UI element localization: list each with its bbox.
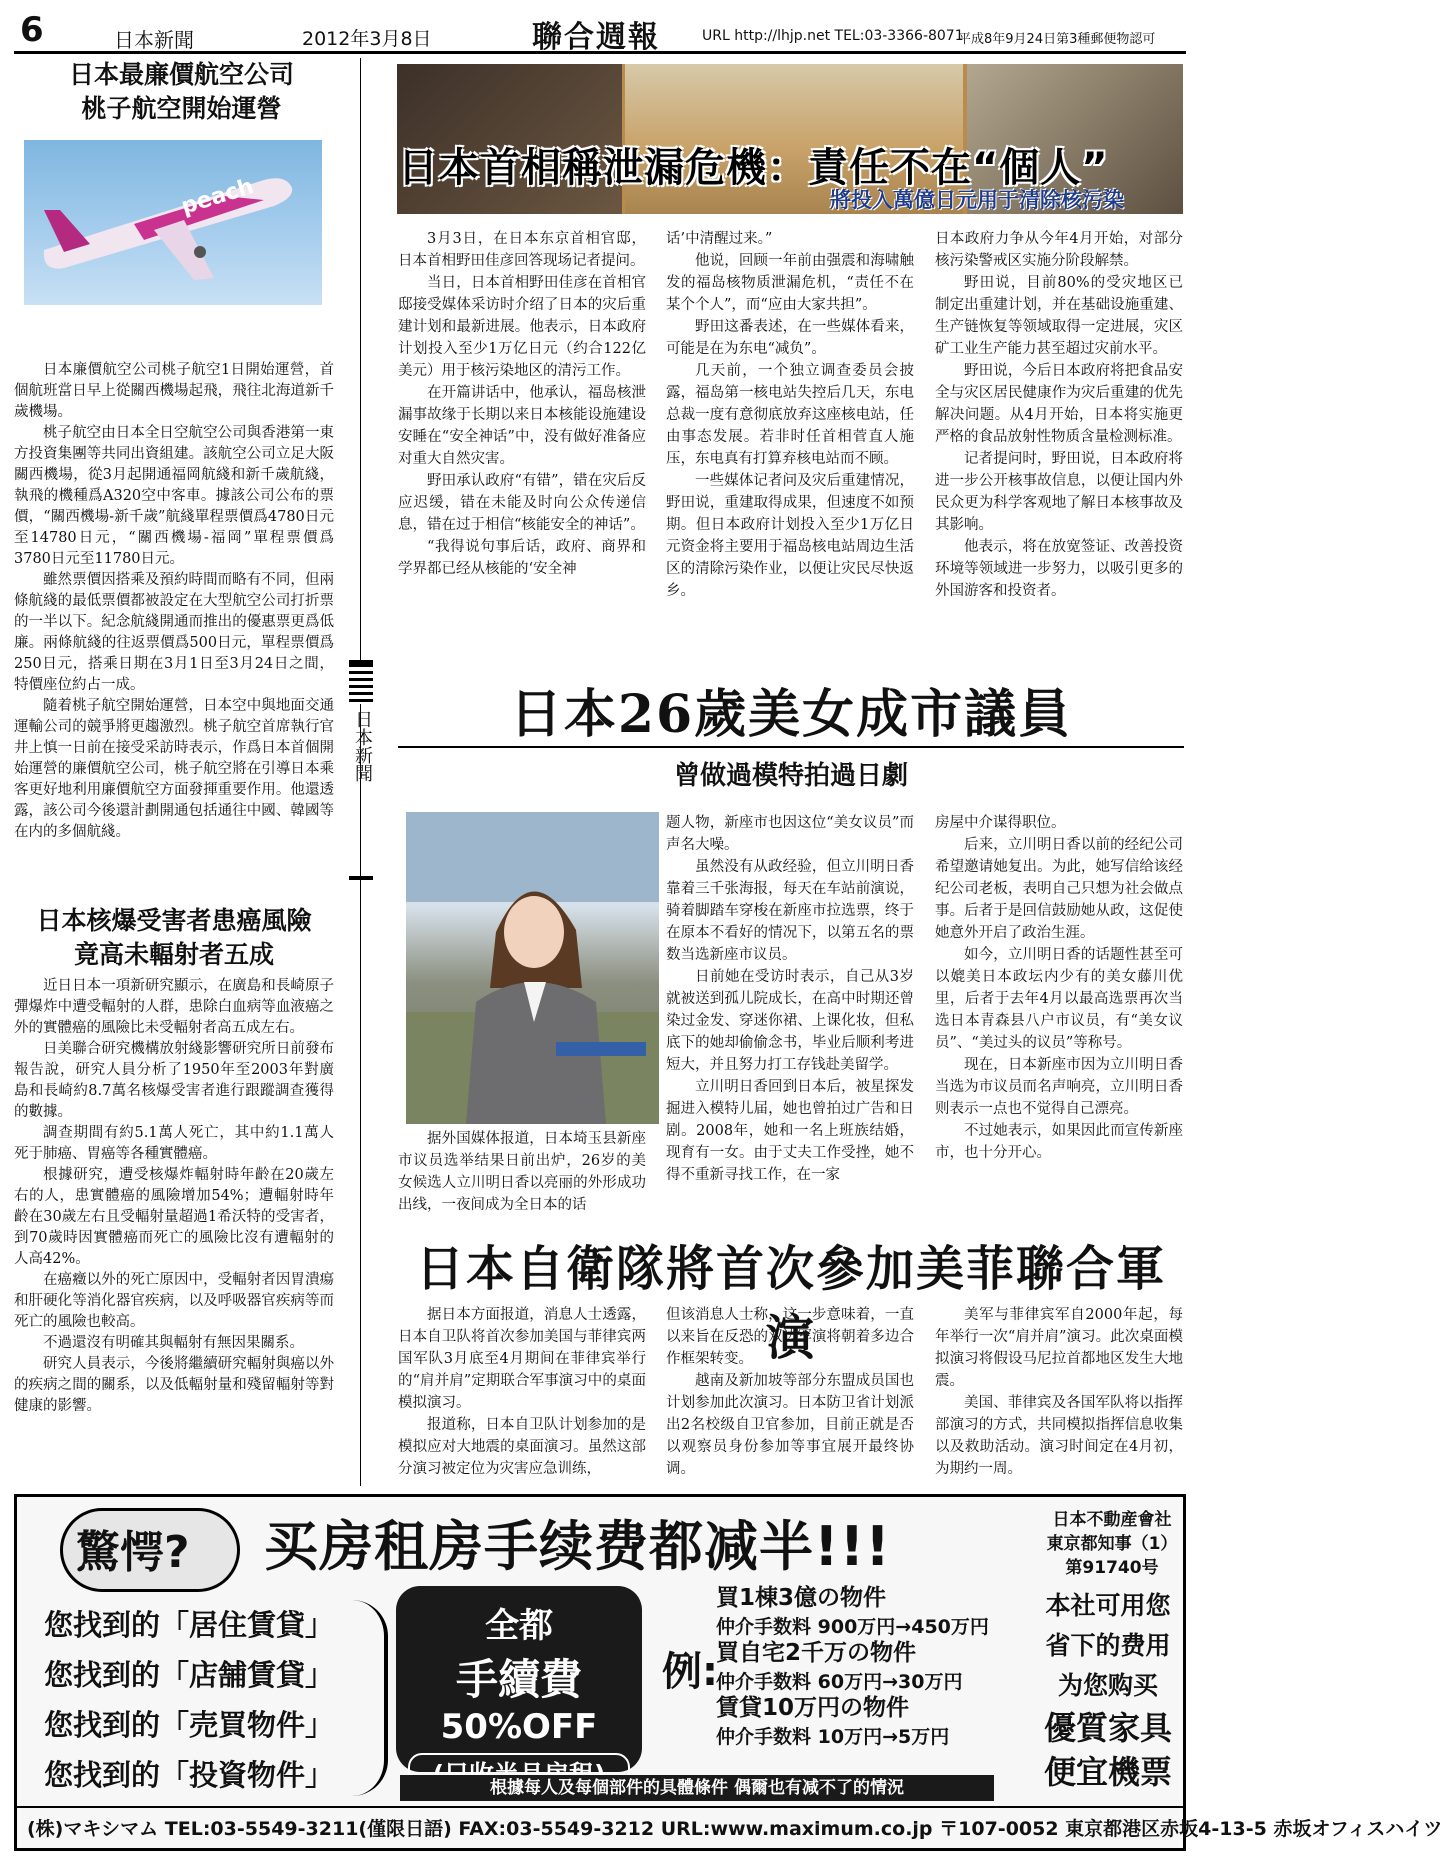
- ad-service-list: [44, 1600, 334, 1800]
- paragraph: 一些媒体记者问及灾后重建情况，野田说，重建取得成果，但速度不如预期。但日本政府计划投入至少1万亿日元资金将主要用于福岛核电站周边生活区的清除污染作业，以便让灾民尽快返乡。: [666, 473, 914, 599]
- ad-fee-value: 10万円→5万円: [817, 1726, 950, 1748]
- paragraph: 美军与菲律宾军自2000年起，每年举行一次“肩并肩”演习。此次桌面模拟演习将假设马尼拉首都地区发生大地震。: [935, 1307, 1183, 1389]
- ad-fee-value: 900万円→450万円: [817, 1616, 989, 1638]
- sdf-headline: 日本自衛隊將首次參加美菲聯合軍演: [415, 1241, 1166, 1366]
- ad-contact-footer: (株)マキシマム TEL:03-5549-3211(僅限日語) FAX:03-5549-3212 URL:www.maximum.co.jp 〒107-0052 東京都港区赤坂4-13-5 赤坂オフィスハイツ: [17, 1806, 1183, 1848]
- ad-side-line: 为您购买: [1057, 1671, 1158, 1700]
- ad-service-type: 「売買物件」: [160, 1708, 335, 1742]
- headline-peach-1: 日本最廉價航空公司: [68, 60, 294, 89]
- paragraph: 当日，日本首相野田佳彦在首相官邸接受媒体采访时介绍了日本的灾后重建计划和最新进展。他表示，日本政府计划投入至少1万亿日元（约合122亿美元）用于核污染地区的清污工作。: [398, 275, 646, 379]
- ad-discount-line: 全都: [485, 1606, 553, 1646]
- paragraph: 虽然没有从政经验，但立川明日香靠着三千张海报，每天在车站前演说，骑着脚踏车穿梭在新座市拉选票，终于在原本不看好的情况下，以第五名的票数当选新座市议员。: [666, 859, 914, 963]
- vertical-label-text: 日本新聞: [352, 710, 373, 782]
- paragraph: 調查期間有約5.1萬人死亡，其中約1.1萬人死于肺癌、胃癌等各種實體癌。: [14, 1125, 334, 1162]
- paragraph: 日本廉價航空公司桃子航空1日開始運營，首個航班當日早上從關西機場起飛，飛往北海道新千歲機場。: [14, 362, 334, 420]
- page-number: 6: [20, 10, 44, 50]
- contact-info: URL http://lhjp.net TEL:03-3366-8071: [702, 28, 964, 44]
- ad-side-panel: [1038, 1586, 1178, 1794]
- section-name: 日本新聞: [114, 28, 194, 52]
- paragraph: 立川明日香回到日本后，被星探发掘进入模特儿届，她也曾拍过广告和日剧。2008年，她和一名上班族结婚，现育有一女。由于丈夫工作受挫，她不得不重新寻找工作，在一家: [666, 1079, 914, 1183]
- paragraph: 日美聯合研究機構放射綫影響研究所日前發布報告說，研究人員分析了1950年至2003年對廣島和長崎約8.7萬名核爆受害者進行跟蹤調查獲得的數據。: [14, 1041, 334, 1120]
- paragraph: 记者提问时，野田说，日本政府将进一步公开核事故信息，以便让国内外民众更为科学客观地了解日本核事故及其影响。: [935, 451, 1183, 533]
- paragraph: 近日日本一項新研究顯示，在廣島和長崎原子彈爆炸中遭受輻射的人群，患除白血病等血液癌之外的實體癌的風險比未受輻射者高五成左右。: [14, 978, 334, 1036]
- paragraph: 越南及新加坡等部分东盟成员国也计划参加此次演习。日本防卫省计划派出2名校级自卫官参加，目前正就是否以观察员身份参加等事宜展开最终协调。: [666, 1373, 914, 1477]
- ad-example: [716, 1584, 1016, 1639]
- paragraph: 不過還沒有明確其與輻射有無因果關系。: [43, 1335, 304, 1351]
- ad-service-type: 「店舗賃貸」: [160, 1658, 335, 1692]
- ad-shock-text: 驚愕?: [76, 1527, 190, 1578]
- ad-fee-label: 仲介手数料: [716, 1726, 812, 1748]
- paragraph: 后来，立川明日香以前的经纪公司希望邀请她复出。为此，她写信给该经纪公司老板，表明自己只想为社会做点事。后者于是回信鼓励她从政，这促使她意外开启了政治生涯。: [935, 837, 1183, 941]
- divider: [398, 746, 1184, 748]
- ad-service-prefix: 您找到的: [44, 1608, 161, 1642]
- postal-registration: 平成8年9月24日第3種郵便物認可: [958, 32, 1156, 47]
- mayor-headline: 日本26歲美女成市議員: [509, 684, 1073, 745]
- page-header: [14, 10, 1186, 54]
- paragraph: 据日本方面报道，消息人士透露，日本自卫队将首次参加美国与菲律宾两国军队3月底至4月期间在菲律宾举行的“肩并肩”定期联合军事演习中的桌面模拟演习。: [398, 1307, 646, 1411]
- paragraph: 房屋中介谋得职位。: [935, 815, 1066, 831]
- ad-service-item: [44, 1750, 334, 1800]
- ad-headline: 买房租房手续费都减半!!!: [264, 1515, 891, 1578]
- ad-service-type: 「投資物件」: [160, 1758, 335, 1792]
- ad-side-offer: 優質家具: [1043, 1709, 1172, 1747]
- mayor-col-1: [398, 1128, 646, 1216]
- ad-fee-label: 仲介手数料: [716, 1616, 812, 1638]
- ad-discount-box: [396, 1586, 642, 1772]
- ad-company-line: 日本不動産會社: [1052, 1510, 1172, 1530]
- mayor-col-3: [935, 812, 1183, 1164]
- paragraph: 隨着桃子航空開始運營，日本空中與地面交通運輸公司的競爭將更趨激烈。桃子航空首席執行官井上慎一日前在接受采訪時表示，作爲日本首個開始運營的廉價航空公司，桃子航空將在引導日本乘客更好地利用廉價航空方面發揮重要作用。他還透露，該公司今後還計劃開通包括通往中國、韓國等在内的多個航綫。: [14, 698, 334, 840]
- paragraph: 几天前，一个独立调查委员会披露，福岛第一核电站失控后几天，东电总裁一度有意彻底放弃这座核电站，任由事态发展。若非时任首相菅直人施压，东电真有打算弃核电站而不顾。: [666, 363, 914, 467]
- paragraph: 如今，立川明日香的话题性甚至可以媲美日本政坛内少有的美女藤川优里，后者于去年4月以最高选票再次当选日本青森县八户市议员，有“美女议员”、“美过头的议员”等称号。: [935, 947, 1183, 1051]
- ad-fee-label: 仲介手数料: [716, 1671, 812, 1693]
- airplane-icon: [24, 140, 322, 305]
- ad-service-prefix: 您找到的: [44, 1758, 161, 1792]
- paragraph: 题人物，新座市也因这位“美女议员”而声名大噪。: [666, 815, 914, 853]
- headline-nuke-2: 竟高未輻射者五成: [73, 940, 274, 969]
- paragraph: “我得说句事后话，政府、商界和学界都已经从核能的‘安全神: [398, 539, 646, 577]
- paragraph: 野田说，目前80%的受灾地区已制定出重建计划，并在基础设施重建、生产链恢复等领域取得一定进展，灾区矿工业生产能力甚至超过灾前水平。: [935, 275, 1183, 357]
- ad-service-item: [44, 1650, 334, 1700]
- brace-icon: [352, 1600, 388, 1796]
- ad-disclaimer: 根據每人及每個部件的具體條件 偶爾也有减不了的情況: [400, 1775, 994, 1801]
- ad-example-fee: [716, 1612, 1016, 1639]
- mayor-photo: [406, 812, 659, 1124]
- ad-side-line: 本社可用您: [1045, 1591, 1171, 1620]
- paragraph: 报道称，日本自卫队计划参加的是模拟应对大地震的桌面演习。虽然这部分演习被定位为灾害应急训练，: [398, 1417, 646, 1477]
- ad-fee-value: 60万円→30万円: [817, 1671, 963, 1693]
- pm-headline: 日本首相稱泄漏危機：責任不在“個人”: [398, 145, 1109, 191]
- paragraph: 根據研究，遭受核爆炸輻射時年齡在20歲左右的人，患實體癌的風險增加54%；遭輻射時年齡在30歲左右且受輻射量超過1希沃特的受害者，到70歲時因實體癌而死亡的風險比沒有遭輻射的人高42%。: [14, 1167, 334, 1267]
- ad-examples: [716, 1584, 1016, 1749]
- vertical-section-label: [349, 660, 373, 880]
- paragraph: 研究人員表示，今後將繼續研究輻射與癌以外的疾病之間的關系，以及低輻射量和殘留輻射等對健康的影響。: [14, 1356, 334, 1414]
- article-peach: [14, 58, 349, 126]
- paragraph: 在开篇讲话中，他承认，福岛核泄漏事故缘于长期以来日本核能设施建设安睡在“安全神话”中，没有做好准备应对重大自然灾害。: [398, 385, 646, 467]
- paragraph: 日本政府力争从今年4月开始，对部分核污染警戒区实施分阶段解禁。: [935, 231, 1183, 269]
- ad-example: [716, 1639, 1016, 1694]
- paragraph: 雖然票價因搭乘及預約時間而略有不同，但兩條航綫的最低票價都被設定在大型航空公司打折票的一半以下。紀念航綫開通而推出的優惠票更爲低廉。兩條航綫的往返票價爲500日元，單程票價爲250日元，搭乘日期在3月1日至3月24日之間，特價座位約占一成。: [14, 572, 334, 693]
- ad-company-line: 第91740号: [1065, 1558, 1159, 1578]
- paragraph: 不过她表示，如果因此而宣传新座市，也十分开心。: [935, 1123, 1183, 1161]
- ad-service-prefix: 您找到的: [44, 1658, 161, 1692]
- ad-example: [716, 1694, 1016, 1749]
- ad-side-line: 省下的费用: [1045, 1631, 1171, 1660]
- paragraph: 3月3日，在日本东京首相官邸，日本首相野田佳彦回答现场记者提问。: [398, 231, 646, 269]
- sdf-col-3: [935, 1304, 1183, 1480]
- headline-peach-2: 桃子航空開始運營: [81, 94, 282, 123]
- paragraph: 他表示，将在放宽签证、改善投资环境等领域进一步努力，以吸引更多的外国游客和投资者。: [935, 539, 1183, 599]
- ad-company-license: [1042, 1508, 1182, 1580]
- article-nuke-head: [14, 904, 334, 972]
- ad-service-type: 「居住賃貸」: [160, 1608, 335, 1642]
- sdf-col-1: [398, 1304, 646, 1480]
- headline-nuke-1: 日本核爆受害者患癌風險: [36, 906, 312, 935]
- sdf-col-2: [666, 1304, 914, 1480]
- paragraph: 在癌癥以外的死亡原因中，受輻射者因胃潰瘍和肝硬化等消化器官疾病，以及呼吸器官疾病等而死亡的風險也較高。: [14, 1272, 334, 1330]
- paragraph: 日前她在受访时表示，自己从3岁就被送到孤儿院成长，在高中时期还曾染过金发、穿迷你裙、上课化妆，但私底下的她却偷偷念书，毕业后顺利考进短大，并且努力打工存钱赴美留学。: [666, 969, 914, 1073]
- ad-service-item: [44, 1600, 334, 1650]
- ad-example-fee: [716, 1722, 1016, 1749]
- issue-date: 2012年3月8日: [302, 28, 432, 50]
- pm-col-3: [935, 228, 1183, 602]
- pm-col-2: [666, 228, 914, 602]
- plane-logo: peach: [178, 174, 257, 220]
- ad-service-item: [44, 1700, 334, 1750]
- mayor-col-2: [666, 812, 914, 1186]
- pm-subheadline: 將投入萬億日元用于清除核污染: [830, 188, 1124, 212]
- ad-example-title: 賃貸10万円の物件: [716, 1695, 910, 1721]
- plane-photo: [24, 140, 322, 305]
- paragraph: 现在，日本新座市因为立川明日香当选为市议员而名声响亮，立川明日香则表示一点也不觉得自己漂亮。: [935, 1057, 1183, 1117]
- ad-company-line: 東京都知事（1）: [1046, 1534, 1178, 1554]
- portrait-icon: [406, 812, 659, 1124]
- decorative-bars: [349, 664, 373, 704]
- ad-example-title: 買1棟3億の物件: [716, 1585, 887, 1611]
- paragraph: 野田这番表述，在一些媒体看来，可能是在为东电“减负”。: [666, 319, 914, 357]
- ad-discount-line: 手續費: [455, 1655, 582, 1704]
- paragraph: 他说，回顾一年前由强震和海啸触发的福岛核物质泄漏危机，“责任不在某个个人”，而“应由大家共担”。: [666, 253, 914, 313]
- masthead: 聯合週報: [532, 20, 660, 55]
- ad-example-fee: [716, 1667, 1016, 1694]
- article-peach-body: [14, 360, 334, 843]
- ad-example-title: 買自宅2千万の物件: [716, 1640, 917, 1666]
- paragraph: 话’中清醒过来。”: [666, 231, 773, 247]
- pm-col-1: [398, 228, 646, 580]
- paragraph: 据外国媒体报道，日本埼玉县新座市议员选举结果日前出炉，26岁的美女候选人立川明日香以亮丽的外形成功出线，一夜间成为全日本的话: [398, 1131, 646, 1213]
- ad-example-label: 例:: [662, 1649, 718, 1695]
- paragraph: 但该消息人士称，这一步意味着，一直以来旨在反恐的双边军演将朝着多边合作框架转变。: [666, 1307, 914, 1367]
- article-nuke-body: [14, 976, 334, 1417]
- ad-side-offer: 便宜機票: [1043, 1753, 1172, 1791]
- ad-discount-line: 50%OFF: [440, 1707, 598, 1747]
- paragraph: 野田承认政府“有错”，错在灾后反应迟缓，错在未能及时向公众传递信息，错在过于相信“核能安全的神话”。: [398, 473, 646, 533]
- paragraph: 桃子航空由日本全日空航空公司與香港第一東方投資集團等共同出資組建。該航空公司立足大阪關西機場，從3月起開通福岡航綫和新千歲航綫，執飛的機種爲A320空中客車。據該公司公布的票價，“關西機場-新千歲”航綫單程票價爲4780日元至14780日元，“關西機場-福岡”單程票價爲3780日元至11780日元。: [14, 425, 334, 567]
- mayor-subheadline: 曾做過模特拍過日劇: [673, 761, 908, 791]
- ad-service-prefix: 您找到的: [44, 1708, 161, 1742]
- paragraph: 野田说，今后日本政府将把食品安全与灾区居民健康作为灾后重建的优先解决问题。从4月开始，日本将实施更严格的食品放射性物质含量检测标准。: [935, 363, 1183, 445]
- paragraph: 美国、菲律宾及各国军队将以指挥部演习的方式，共同模拟指挥信息收集以及救助活动。演习时间定在4月初，为期约一周。: [935, 1395, 1183, 1477]
